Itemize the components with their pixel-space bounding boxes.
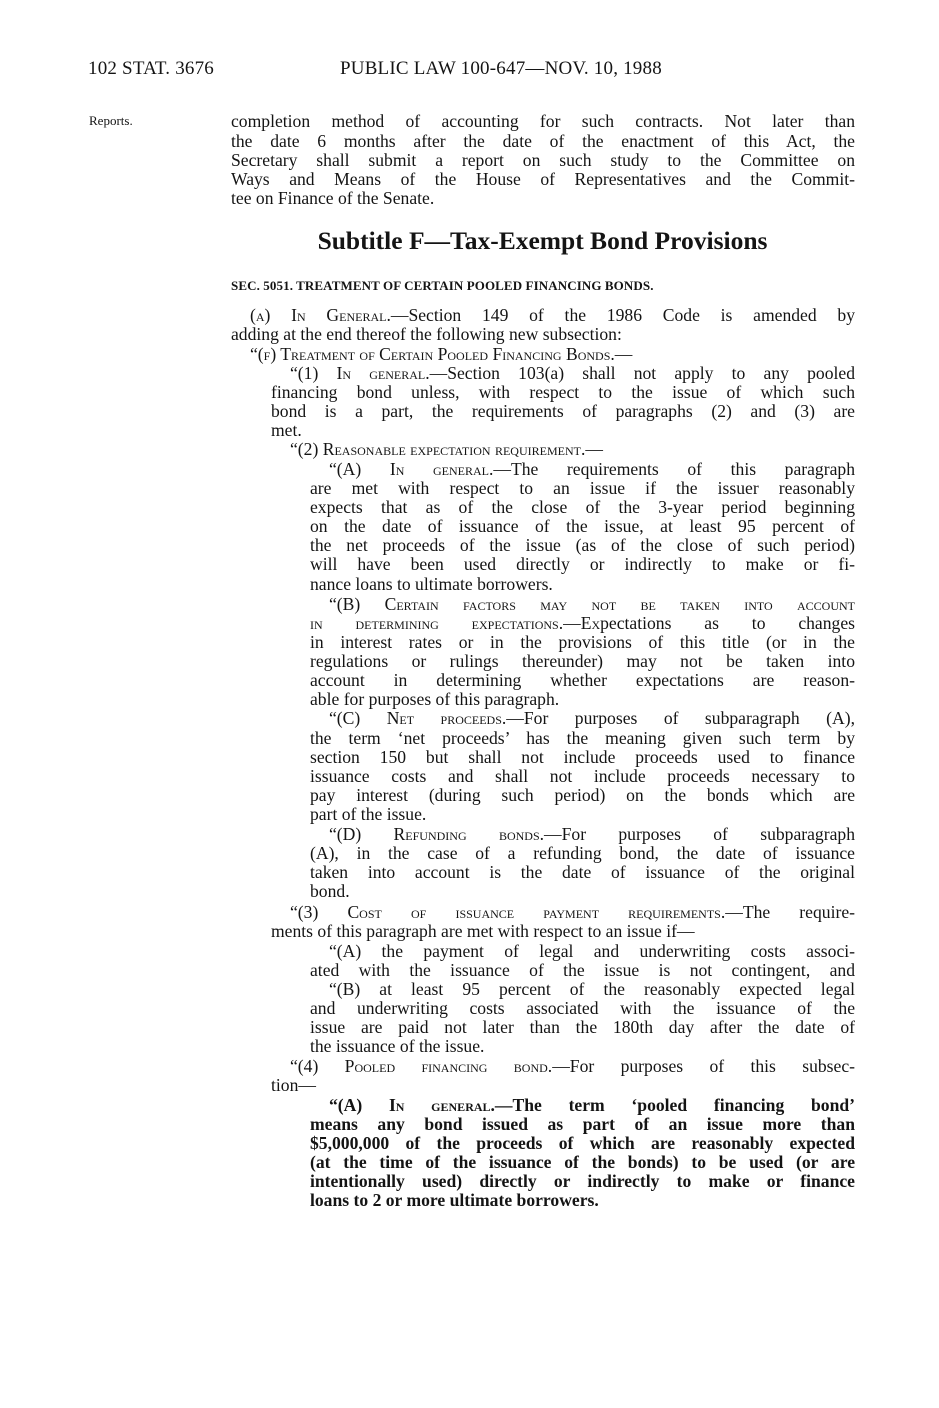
text-line: taken into account is the date of issuance of the original bbox=[310, 862, 855, 882]
text-line: loans to 2 or more ultimate borrowers. bbox=[310, 1190, 599, 1210]
text-line: “(1) In general.—Section 103(a) shall not apply to any pooled bbox=[290, 363, 855, 383]
text-line: (a) In General.—Section 149 of the 1986 Code is amended by bbox=[250, 305, 855, 325]
text-line: issuance costs and shall not include proceeds necessary to bbox=[310, 766, 855, 786]
small-caps-run: “(f) Treatment of Certain Pooled Financing Bonds.— bbox=[250, 344, 633, 364]
small-caps-run: “(4) Pooled financing bond bbox=[290, 1056, 548, 1076]
text-line: “(A) In general.—The term ‘pooled financing bond’ bbox=[329, 1095, 856, 1115]
text-line: “(C) Net proceeds.—For purposes of subparagraph (A), bbox=[329, 708, 855, 728]
text-line: (A), in the case of a refunding bond, the date of issuance bbox=[310, 843, 855, 863]
text-line: “(B) at least 95 percent of the reasonably expected legal bbox=[329, 979, 855, 999]
text-line: financing bond unless, with respect to the issue of which such bbox=[271, 382, 855, 402]
small-caps-run: “(A) In general bbox=[329, 459, 489, 479]
small-caps-run: in determining expectations.—Ex bbox=[310, 613, 601, 633]
text-line: Ways and Means of the House of Representatives and the Commit- bbox=[231, 169, 855, 189]
small-caps-run: “(B) Certain factors may not be taken into account bbox=[329, 594, 855, 614]
text-line: able for purposes of this paragraph. bbox=[310, 689, 560, 709]
text-line: adding at the end thereof the following new subsection: bbox=[231, 324, 622, 344]
text-line: pay interest (during such period) on the bonds which are bbox=[310, 785, 855, 805]
text-line: the net proceeds of the issue (as of the close of such period) bbox=[310, 535, 855, 555]
text-line: bond. bbox=[310, 881, 350, 901]
text-line: in interest rates or in the provisions of this title (or in the bbox=[310, 632, 855, 652]
text-line: nance loans to ultimate borrowers. bbox=[310, 574, 553, 594]
text-line: met. bbox=[271, 420, 302, 440]
text-line: intentionally used) directly or indirectly to make or finance bbox=[310, 1171, 855, 1191]
text-line: are met with respect to an issue if the issuer reasonably bbox=[310, 478, 855, 498]
text-line: the term ‘net proceeds’ has the meaning given such term by bbox=[310, 728, 855, 748]
text-line: account in determining whether expectations are reason- bbox=[310, 670, 855, 690]
text-line: ated with the issuance of the issue is not contingent, and bbox=[310, 960, 855, 980]
page-stat-number: 102 STAT. 3676 bbox=[88, 58, 215, 79]
text-line: part of the issue. bbox=[310, 804, 427, 824]
running-header: PUBLIC LAW 100-647—NOV. 10, 1988 bbox=[340, 58, 662, 79]
text-line: completion method of accounting for such contracts. Not later than bbox=[231, 111, 855, 131]
text-line: section 150 but shall not include proceeds used to finance bbox=[310, 747, 855, 767]
text-line: and underwriting costs associated with the issuance of the bbox=[310, 998, 855, 1018]
text-line: “(3) Cost of issuance payment requirements.—The require- bbox=[290, 902, 855, 922]
text-line: ments of this paragraph are met with respect to an issue if— bbox=[271, 921, 695, 941]
small-caps-run: (a) In General bbox=[250, 305, 387, 325]
text-line: “(A) the payment of legal and underwriting costs associ- bbox=[329, 941, 855, 961]
text-line: in determining expectations.—Expectations as to changes bbox=[310, 613, 855, 633]
text-line: means any bond issued as part of an issue more than bbox=[310, 1114, 855, 1134]
subtitle-heading: Subtitle F—Tax-Exempt Bond Provisions bbox=[317, 226, 768, 255]
small-caps-run: “(D) Refunding bonds bbox=[329, 824, 540, 844]
text-line: tee on Finance of the Senate. bbox=[231, 188, 435, 208]
text-line: the date 6 months after the date of the enactment of this Act, the bbox=[231, 131, 855, 151]
text-line: will have been used directly or indirectly to make or fi- bbox=[310, 554, 855, 574]
text-line bbox=[250, 345, 632, 365]
text-line: issue are paid not later than the 180th day after the date of bbox=[310, 1017, 855, 1037]
small-caps-run: “(3) Cost of issuance payment requirements.—T bbox=[290, 902, 754, 922]
small-caps-run: “(A) In general bbox=[329, 1095, 491, 1115]
text-line: “(4) Pooled financing bond.—For purposes of this subsec- bbox=[290, 1056, 855, 1076]
text-line: “(D) Refunding bonds.—For purposes of subparagraph bbox=[329, 824, 855, 844]
text-line: (at the time of the issuance of the bonds) to be used (or are bbox=[310, 1152, 855, 1172]
small-caps-run: “(1) In general bbox=[290, 363, 426, 383]
text-line: Secretary shall submit a report on such study to the Committee on bbox=[231, 150, 855, 170]
small-caps-run: “(2) Reasonable expectation requirement.— bbox=[290, 439, 603, 459]
text-line: bond is a part, the requirements of paragraphs (2) and (3) are bbox=[271, 401, 855, 421]
text-line: $5,000,000 of the proceeds of which are reasonably expected bbox=[310, 1133, 855, 1153]
margin-note-reports: Reports. bbox=[89, 113, 133, 128]
text-line: “(A) In general.—The requirements of this paragraph bbox=[329, 459, 855, 479]
text-line: expects that as of the close of the 3-year period beginning bbox=[310, 497, 855, 517]
text-line: regulations or rulings thereunder) may not be taken into bbox=[310, 651, 855, 671]
text-line: on the date of issuance of the issue, at least 95 percent of bbox=[310, 516, 855, 536]
text-line: the issuance of the issue. bbox=[310, 1036, 485, 1056]
text-line bbox=[290, 440, 603, 460]
text-line bbox=[329, 595, 855, 615]
text-line: tion— bbox=[271, 1075, 316, 1095]
section-heading: SEC. 5051. TREATMENT OF CERTAIN POOLED FINANCING BONDS. bbox=[231, 278, 654, 293]
small-caps-run: “(C) Net proceeds bbox=[329, 708, 502, 728]
